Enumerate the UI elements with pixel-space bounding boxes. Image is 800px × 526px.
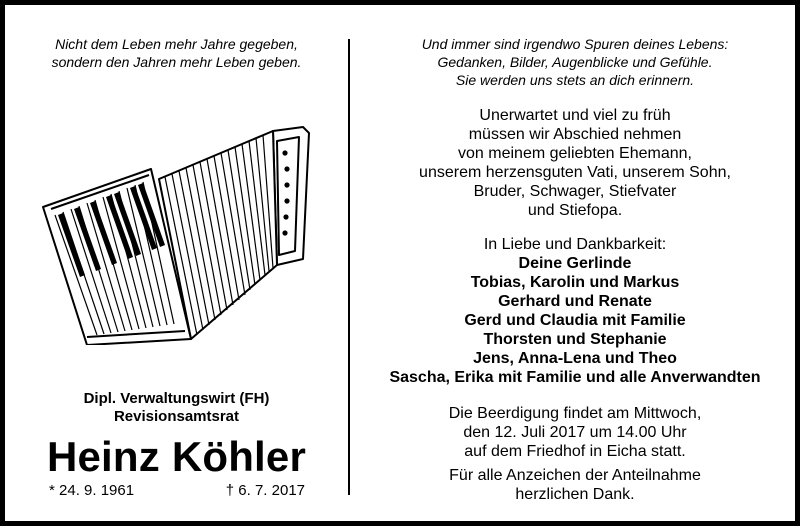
mourner-name: Sascha, Erika mit Familie und alle Anverwandten (389, 369, 761, 386)
funeral-line: den 12. Juli 2017 um 14.00 Uhr (463, 424, 687, 441)
right-quote (350, 35, 800, 89)
funeral-info (350, 404, 800, 461)
birth-date: * 24. 9. 1961 (49, 482, 135, 499)
deceased-name: Heinz Köhler (46, 433, 307, 480)
announcement-line: unserem herzensguten Vati, unserem Sohn, (419, 164, 731, 181)
death-date: † 6. 7. 2017 (225, 482, 305, 499)
thanks-intro: In Liebe und Dankbarkeit: (483, 236, 667, 253)
announcement-line: müssen wir Abschied nehmen (468, 126, 682, 143)
funeral-line: auf dem Friedhof in Eicha statt. (464, 443, 686, 460)
quote-line: Gedanken, Bilder, Augenblicke und Gefühle. (437, 54, 713, 70)
funeral-line: Die Beerdigung findet am Mittwoch, (448, 405, 702, 422)
mourner-name: Gerd und Claudia mit Familie (464, 312, 686, 329)
mourner-name: Gerhard und Renate (498, 293, 652, 310)
closing-line: herzlichen Dank. (515, 486, 635, 503)
announcement-line: Bruder, Schwager, Stiefvater (473, 183, 677, 200)
announcement-line: und Stiefopa. (527, 202, 623, 219)
quote-line: Sie werden uns stets an dich erinnern. (455, 72, 695, 88)
left-quote (5, 35, 348, 71)
mourner-name: Tobias, Karolin und Markus (470, 274, 680, 291)
quote-line: sondern den Jahren mehr Leben geben. (51, 54, 302, 70)
announcement-line: Unerwartet und viel zu früh (479, 107, 671, 124)
mourner-name: Deine Gerlinde (518, 255, 632, 272)
title-line: Dipl. Verwaltungswirt (FH) (83, 390, 270, 407)
mourners-list (350, 254, 800, 387)
accordion-icon (41, 123, 313, 345)
left-column (5, 5, 348, 521)
right-column (350, 5, 800, 521)
closing-thanks (350, 466, 800, 504)
announcement-text (350, 106, 800, 220)
title-line: Revisionsamtsrat (113, 408, 240, 425)
quote-line: Und immer sind irgendwo Spuren deines Lebens: (421, 36, 729, 52)
quote-line: Nicht dem Leben mehr Jahre gegeben, (55, 36, 298, 52)
professional-title (5, 390, 348, 426)
mourner-name: Thorsten und Stephanie (483, 331, 667, 348)
closing-line: Für alle Anzeichen der Anteilnahme (449, 467, 701, 484)
announcement-line: von meinem geliebten Ehemann, (458, 145, 692, 162)
mourner-name: Jens, Anna-Lena und Theo (473, 350, 677, 367)
